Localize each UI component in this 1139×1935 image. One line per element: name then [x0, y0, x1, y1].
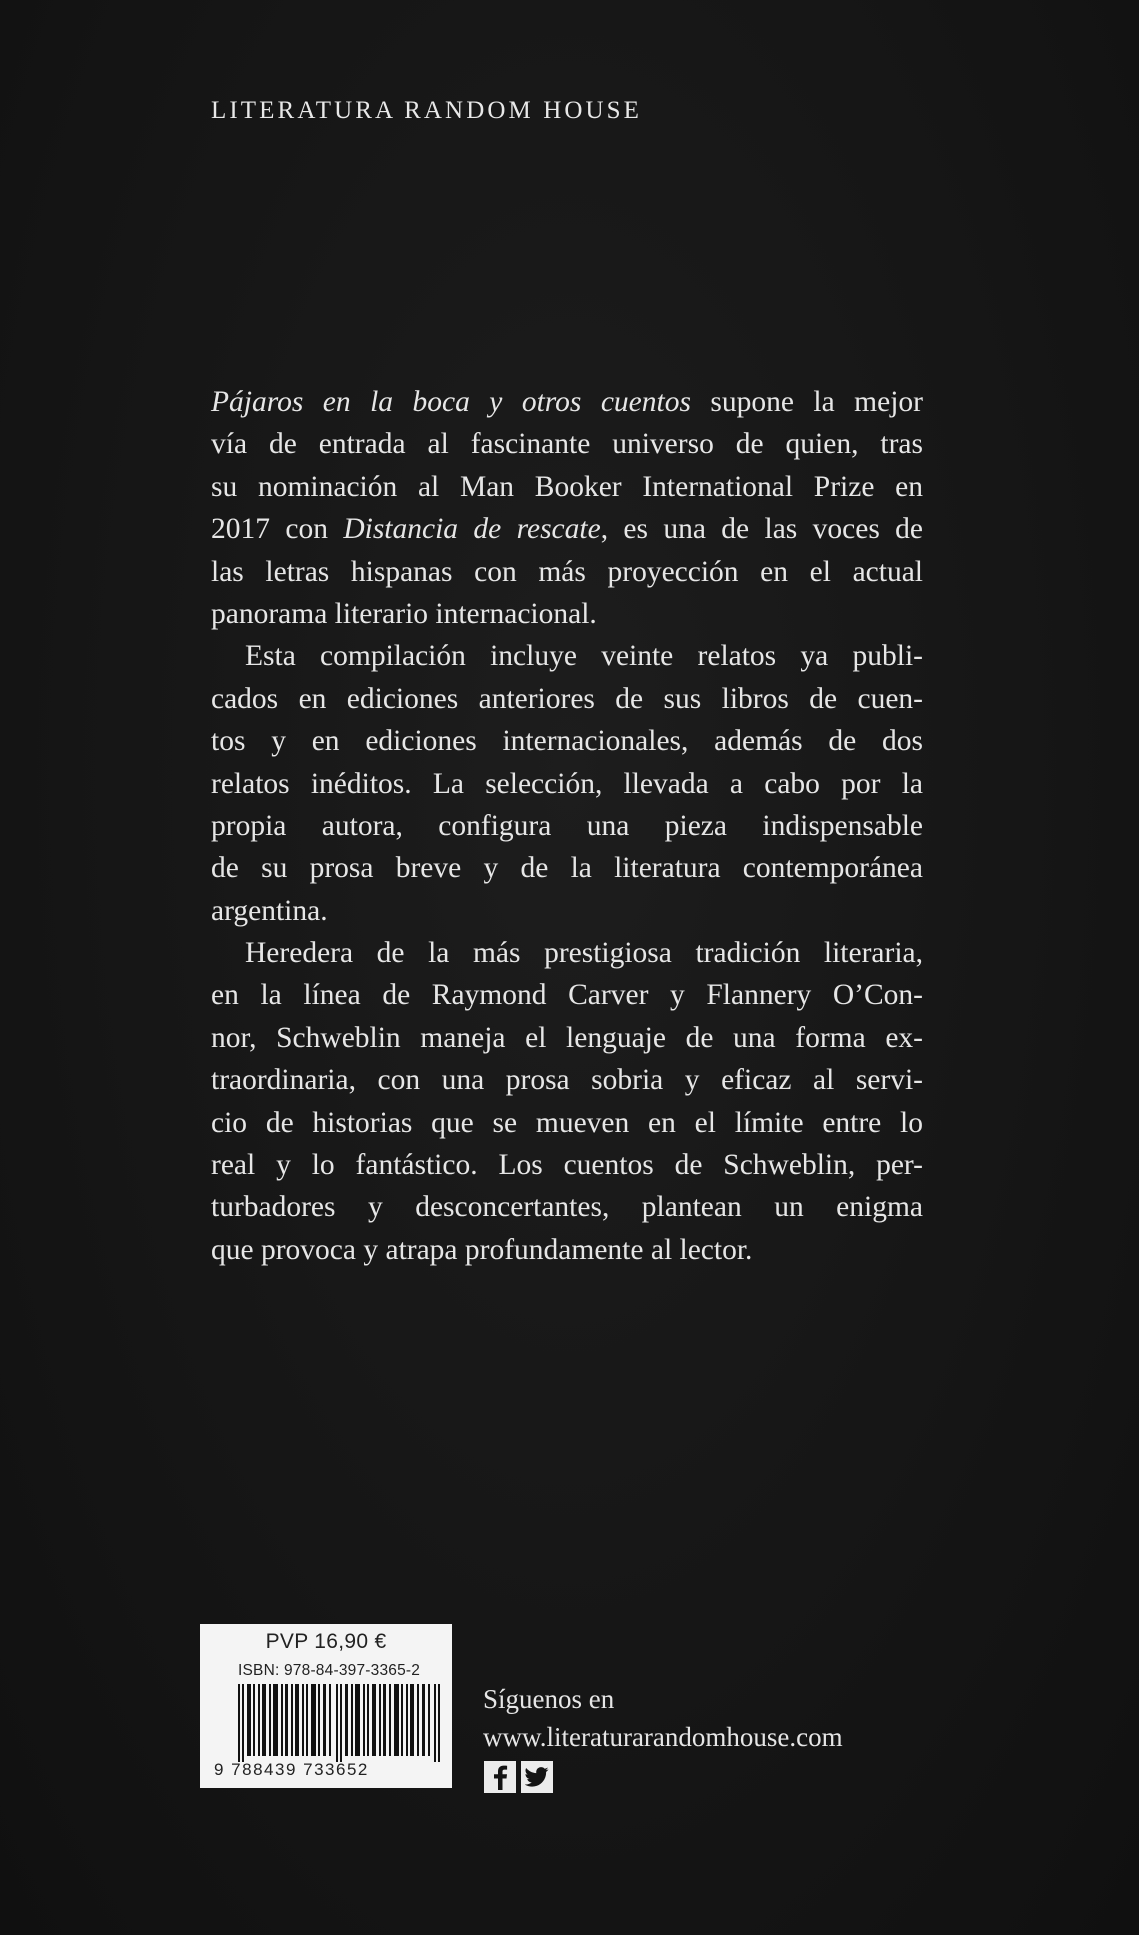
blurb-line: vía de entrada al fascinante universo de quien, tras — [211, 428, 923, 461]
isbn-text: ISBN: 978-84-397-3365-2 — [238, 1662, 421, 1679]
blurb-text — [211, 381, 923, 1271]
follow-us — [483, 1680, 843, 1756]
blurb-line: relatos inéditos. La selección, llevada a cabo por la — [211, 767, 923, 800]
blurb-line: Esta compilación incluye veinte relatos ya publi- — [245, 640, 923, 673]
blurb-line: tos y en ediciones internacionales, además de dos — [211, 725, 923, 758]
blurb-line: cados en ediciones anteriores de sus libros de cuen- — [211, 682, 923, 715]
blurb-line: cio de historias que se mueven en el límite entre lo — [211, 1106, 923, 1139]
blurb-line: que provoca y atrapa profundamente al lector. — [211, 1233, 753, 1266]
follow-label: Síguenos en — [483, 1684, 615, 1714]
twitter-icon[interactable] — [521, 1761, 553, 1793]
blurb-line: en la línea de Raymond Carver y Flannery O’Con- — [211, 979, 923, 1012]
price-barcode-label — [200, 1624, 452, 1788]
blurb-line: real y lo fantástico. Los cuentos de Schweblin, per- — [211, 1149, 923, 1182]
blurb-line: su nominación al Man Booker International Prize en — [211, 470, 923, 503]
social-icons — [484, 1761, 553, 1793]
blurb-line: de su prosa breve y de la literatura contemporánea — [211, 852, 923, 885]
blurb-line: 2017 con Distancia de rescate, es una de las voces de — [211, 513, 924, 546]
blurb-line: nor, Schweblin maneja el lenguaje de una forma ex- — [211, 1021, 923, 1054]
blurb-line: Pájaros en la boca y otros cuentos supone la mejor — [211, 386, 923, 418]
blurb-line: las letras hispanas con más proyección en el actual — [211, 555, 923, 588]
price-text: PVP 16,90 € — [265, 1630, 387, 1653]
barcode-icon — [238, 1684, 442, 1762]
publisher-name: LITERATURA RANDOM HOUSE — [211, 97, 643, 124]
facebook-icon[interactable] — [484, 1761, 516, 1793]
blurb-line: panorama literario internacional. — [211, 597, 597, 630]
website-link[interactable]: www.literaturarandomhouse.com — [483, 1722, 843, 1752]
blurb-line: propia autora, configura una pieza indispensable — [211, 809, 923, 842]
blurb-line: turbadores y desconcertantes, plantean un enigma — [211, 1191, 923, 1224]
barcode-digits: 9 788439 733652 — [214, 1760, 369, 1779]
blurb-line: Heredera de la más prestigiosa tradición literaria, — [245, 937, 923, 970]
blurb-line: argentina. — [211, 894, 328, 927]
blurb-line: traordinaria, con una prosa sobria y eficaz al servi- — [211, 1064, 923, 1097]
